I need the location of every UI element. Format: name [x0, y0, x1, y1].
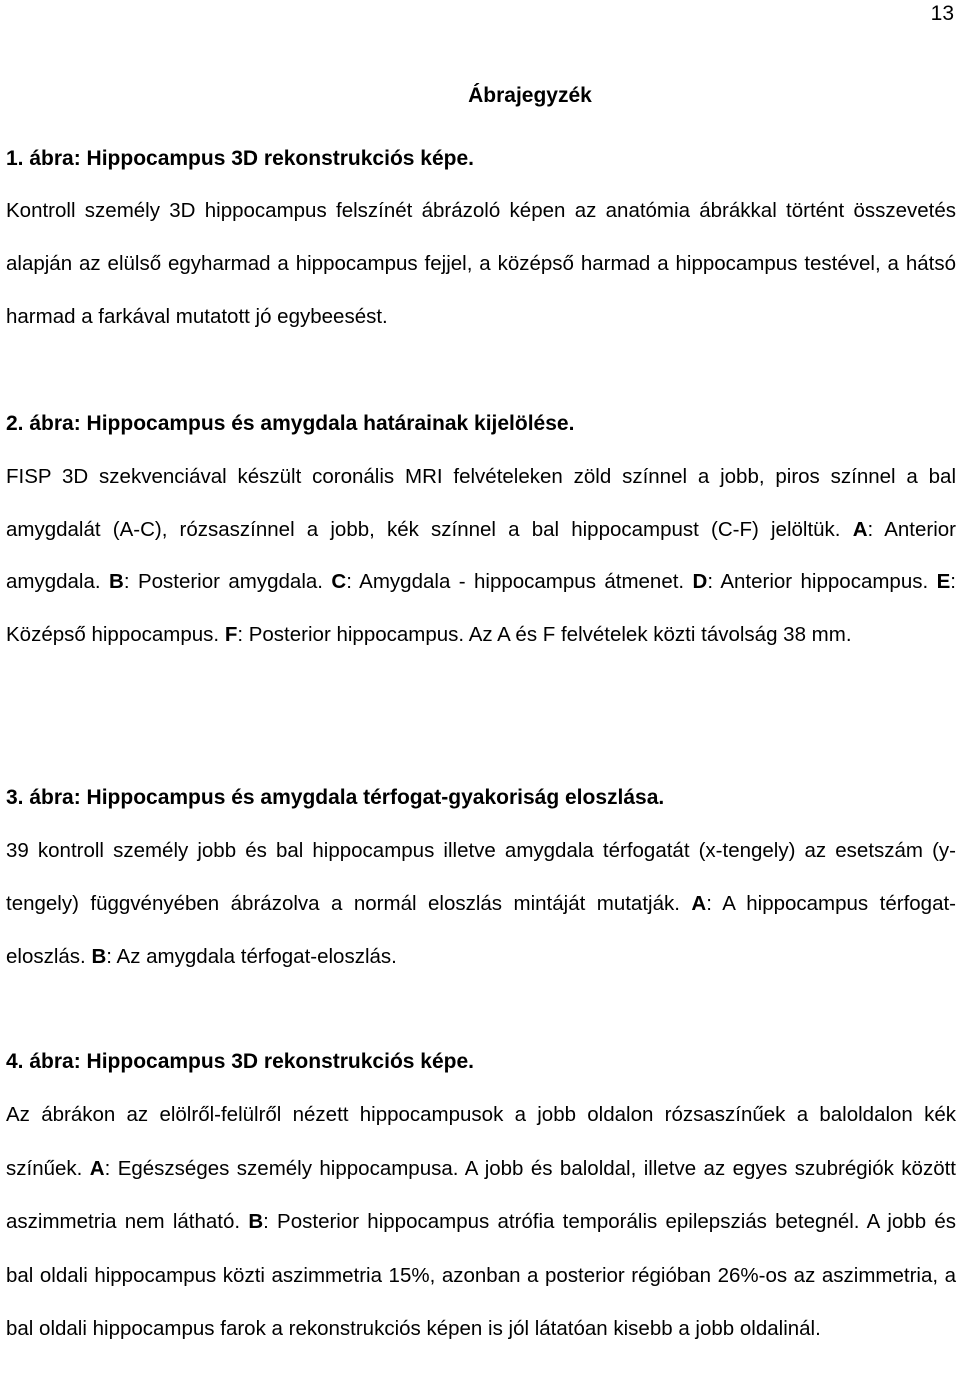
- figure-caption-3: [6, 785, 956, 983]
- figure-heading: 1. ábra: Hippocampus 3D rekonstrukciós képe.: [6, 147, 474, 170]
- figure-heading: 4. ábra: Hippocampus 3D rekonstrukciós képe.: [6, 1050, 474, 1073]
- figure-description: Kontroll személy 3D hippocampus felszínét ábrázoló képen az anatómia ábrákkal történt összevetés alapján az elülső egyharmad a hippocampus fejjel, a középső harmad a hippocampus testével, a hátsó harmad a farkával mutatott jó egybeesést.: [6, 199, 956, 328]
- figure-description: FISP 3D szekvenciával készült coronális MRI felvételeken zöld színnel a jobb, piros színnel a bal amygdalát (A-C), rózsaszínnel a jobb, kék színnel a bal hippocampust (C-F) jelöltük. A: Anterior amygdala. B: Posterior amygdala. C: Amygdala - hippocampus átmenet. D: Anterior hippocampus. E: Középső hippocampus. F: Posterior hippocampus. Az A és F felvételek közti távolság 38 mm.: [6, 465, 957, 646]
- figure-caption-4: [6, 1049, 956, 1356]
- figure-caption-1: [6, 146, 956, 343]
- page-title: Ábrajegyzék: [468, 84, 592, 107]
- figure-caption-2: [6, 411, 956, 661]
- figure-description: 39 kontroll személy jobb és bal hippocampus illetve amygdala térfogatát (x-tengely) az esetszám (y-tengely) függvényében ábrázolva a normál eloszlás mintáját mutatják. A: A hippocampus térfogat-eloszlás. B: Az amygdala térfogat-eloszlás.: [6, 839, 956, 968]
- figure-description: Az ábrákon az elölről-felülről nézett hippocampusok a jobb oldalon rózsaszínűek a baloldalon kék színűek. A: Egészséges személy hippocampusa. A jobb és baloldal, illetve az egyes szubrégiók között aszimmetria nem látható. B: Posterior hippocampus atrófia temporális epilepsziás betegnél. A jobb és bal oldali hippocampus közti aszimmetria 15%, azonban a posterior régióban 26%-os az aszimmetria, a bal oldali hippocampus farok a rekonstrukciós képen is jól látatóan kisebb a jobb oldalinál.: [6, 1103, 956, 1341]
- figure-heading: 2. ábra: Hippocampus és amygdala határainak kijelölése.: [6, 412, 575, 435]
- page-number: 13: [930, 2, 954, 25]
- figure-heading: 3. ábra: Hippocampus és amygdala térfogat-gyakoriság eloszlása.: [6, 786, 665, 809]
